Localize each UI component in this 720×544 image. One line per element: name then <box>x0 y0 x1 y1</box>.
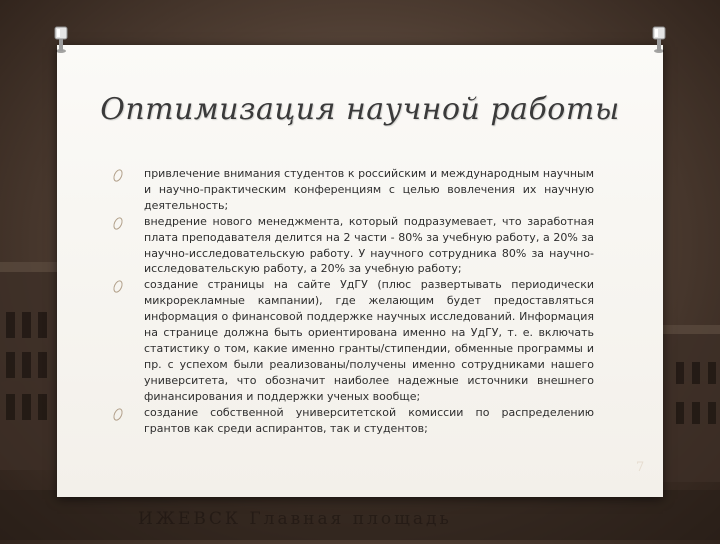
slide-title: Оптимизация научной работы <box>100 92 620 127</box>
list-item <box>114 405 594 437</box>
push-pin-icon <box>50 24 72 56</box>
page-number: 7 <box>636 460 645 475</box>
oval-bullet-icon <box>112 279 125 294</box>
push-pin-icon <box>648 24 670 56</box>
list-item-text: создание страницы на сайте УдГУ (плюс развертывать периодически микрорекламные кампании), где желающим будет предоставляться информация о финансовой поддержке научных исследований. Информация на странице должна быть ориентирована именно на УдГУ, т. е. включать статистику о том, какие именно гранты/стипендии, обменные программы и пр. с успехом были реализованы/получены именно сотрудниками нашего университета, что обозначит наиболее надежные источники внешнего финансирования и поддержки ученых вообще; <box>144 278 594 403</box>
oval-bullet-icon <box>112 168 125 183</box>
oval-bullet-icon <box>112 407 125 422</box>
list-item <box>114 277 594 404</box>
list-item <box>114 166 594 214</box>
list-item <box>114 214 594 278</box>
list-item-text: внедрение нового менеджмента, который подразумевает, что заработная плата преподавателя делится на 2 части - 80% за учебную работу, а 20% за научно-исследовательскую работу. У научного сотрудника 80% за научно-исследовательскую работу, а 20% за учебную работу; <box>144 214 594 276</box>
list-item-text: привлечение внимания студентов к российским и международным научным и научно-практическим конференциям с целью вовлечения их научную деятельность; <box>144 167 594 212</box>
bullet-list <box>114 166 594 436</box>
photo-caption: ИЖЕВСК Главная площадь <box>138 509 452 529</box>
list-item-text: создание собственной университетской комиссии по распределению грантов как среди аспирантов, так и студентов; <box>144 405 594 435</box>
oval-bullet-icon <box>112 216 125 231</box>
